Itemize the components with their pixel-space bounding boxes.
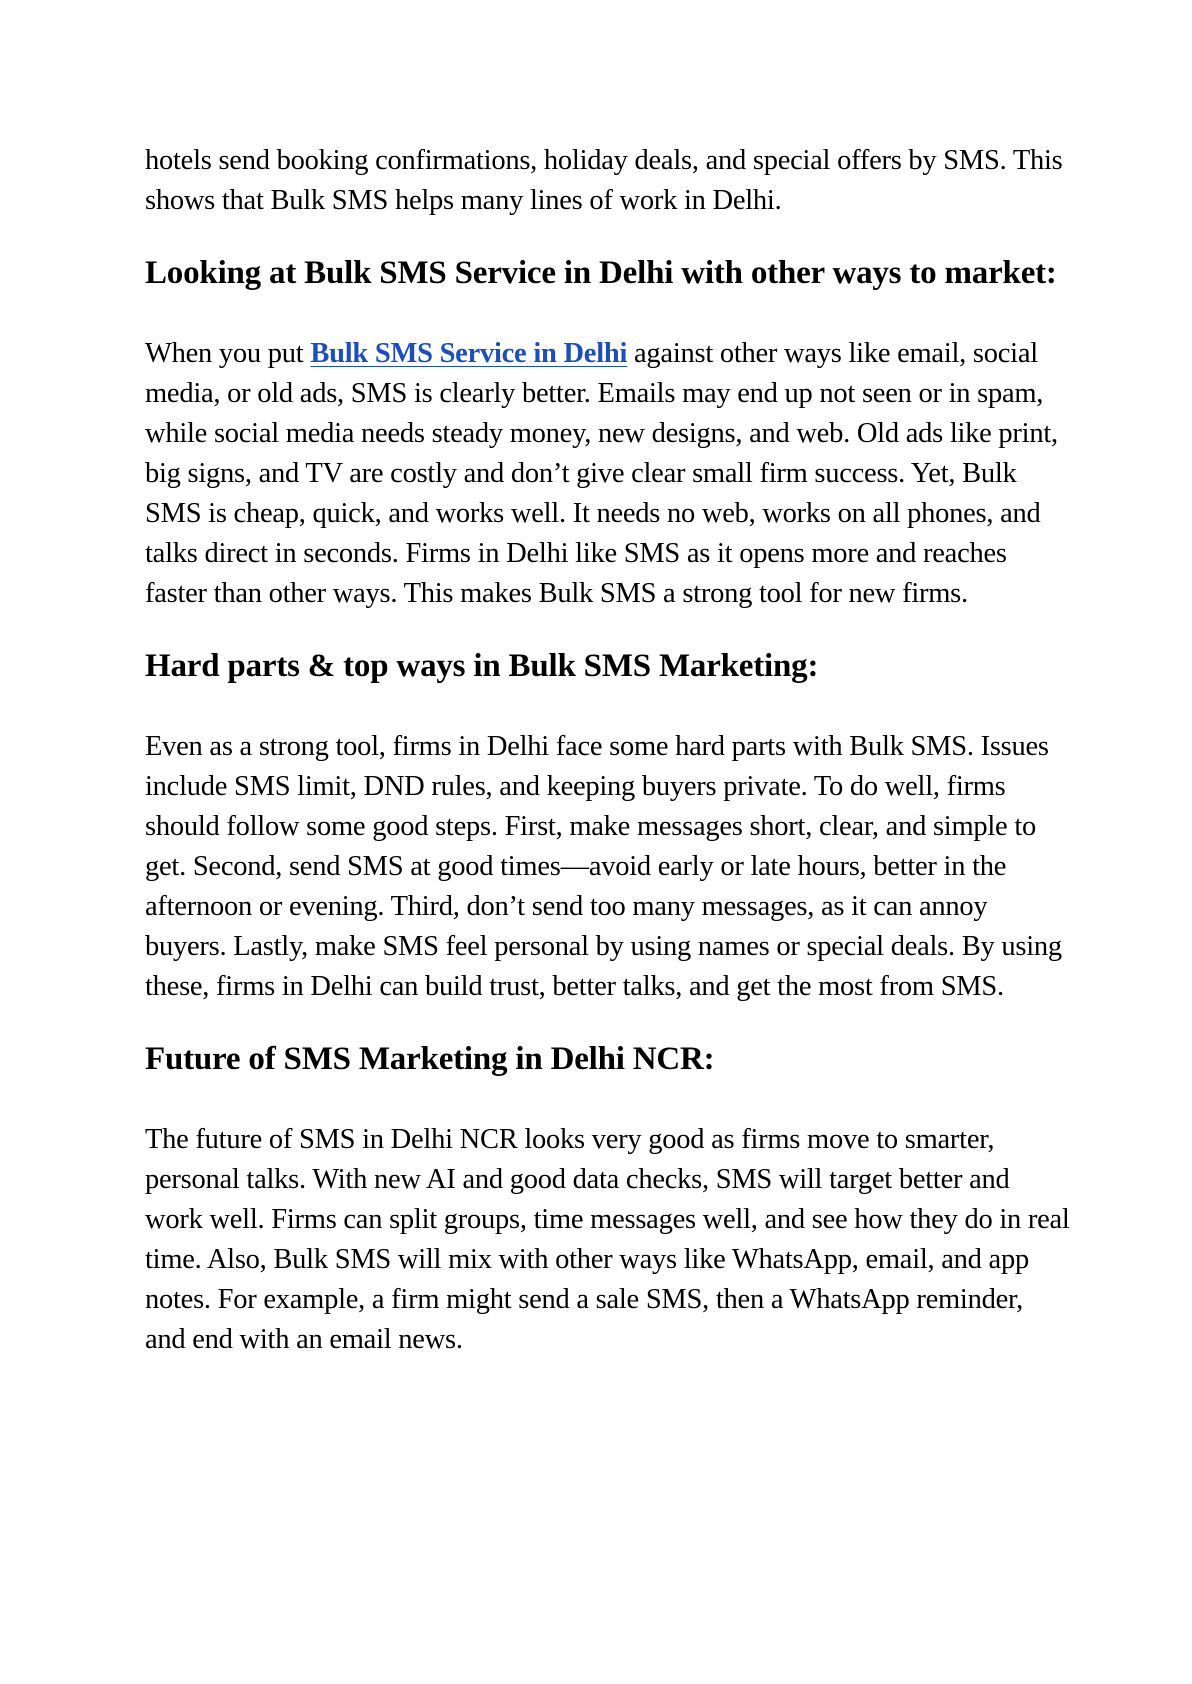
future-paragraph: The future of SMS in Delhi NCR looks very good as firms move to smarter, personal talks. With new AI and good data checks, SMS will target better and work well. Firms can split groups, time messages well, and see how they do in real time. Also, Bulk SMS will mix with other ways like WhatsApp, email, and app notes. For example, a firm might send a sale SMS, then a WhatsApp reminder, and end with an email news. [145,1124,1070,1355]
hard-parts-paragraph: Even as a strong tool, firms in Delhi face some hard parts with Bulk SMS. Issues include SMS limit, DND rules, and keeping buyers private. To do well, firms should follow some good steps. First, make messages short, clear, and simple to get. Second, send SMS at good times—avoid early or late hours, better in the afternoon or evening. Third, don’t send too many messages, as it can annoy buyers. Lastly, make SMS feel personal by using names or special deals. By using these, firms in Delhi can build trust, better talks, and get the most from SMS. [145,731,1062,1002]
comparison-paragraph [145,334,1070,614]
comparison-paragraph-lead: When you put [145,338,311,369]
section-heading-future: Future of SMS Marketing in Delhi NCR: [145,1041,715,1077]
intro-paragraph: hotels send booking confirmations, holiday deals, and special offers by SMS. This shows that Bulk SMS helps many lines of work in Delhi. [145,145,1063,216]
comparison-paragraph-rest: against other ways like email, social media, or old ads, SMS is clearly better. Emails may end up not seen or in spam, while social media needs steady money, new designs, and web. Old ads like print, big signs, and TV are costly and don’t give clear small firm success. Yet, Bulk SMS is cheap, quick, and works well. It needs no web, works on all phones, and talks direct in seconds. Firms in Delhi like SMS as it opens more and reaches faster than other ways. This makes Bulk SMS a strong tool for new firms. [145,338,1058,609]
document-page [145,141,1070,1360]
bulk-sms-service-link[interactable]: Bulk SMS Service in Delhi [310,338,628,369]
section-heading-comparison: Looking at Bulk SMS Service in Delhi with other ways to market: [145,255,1057,291]
section-heading-hard-parts: Hard parts & top ways in Bulk SMS Marketing: [145,648,819,684]
